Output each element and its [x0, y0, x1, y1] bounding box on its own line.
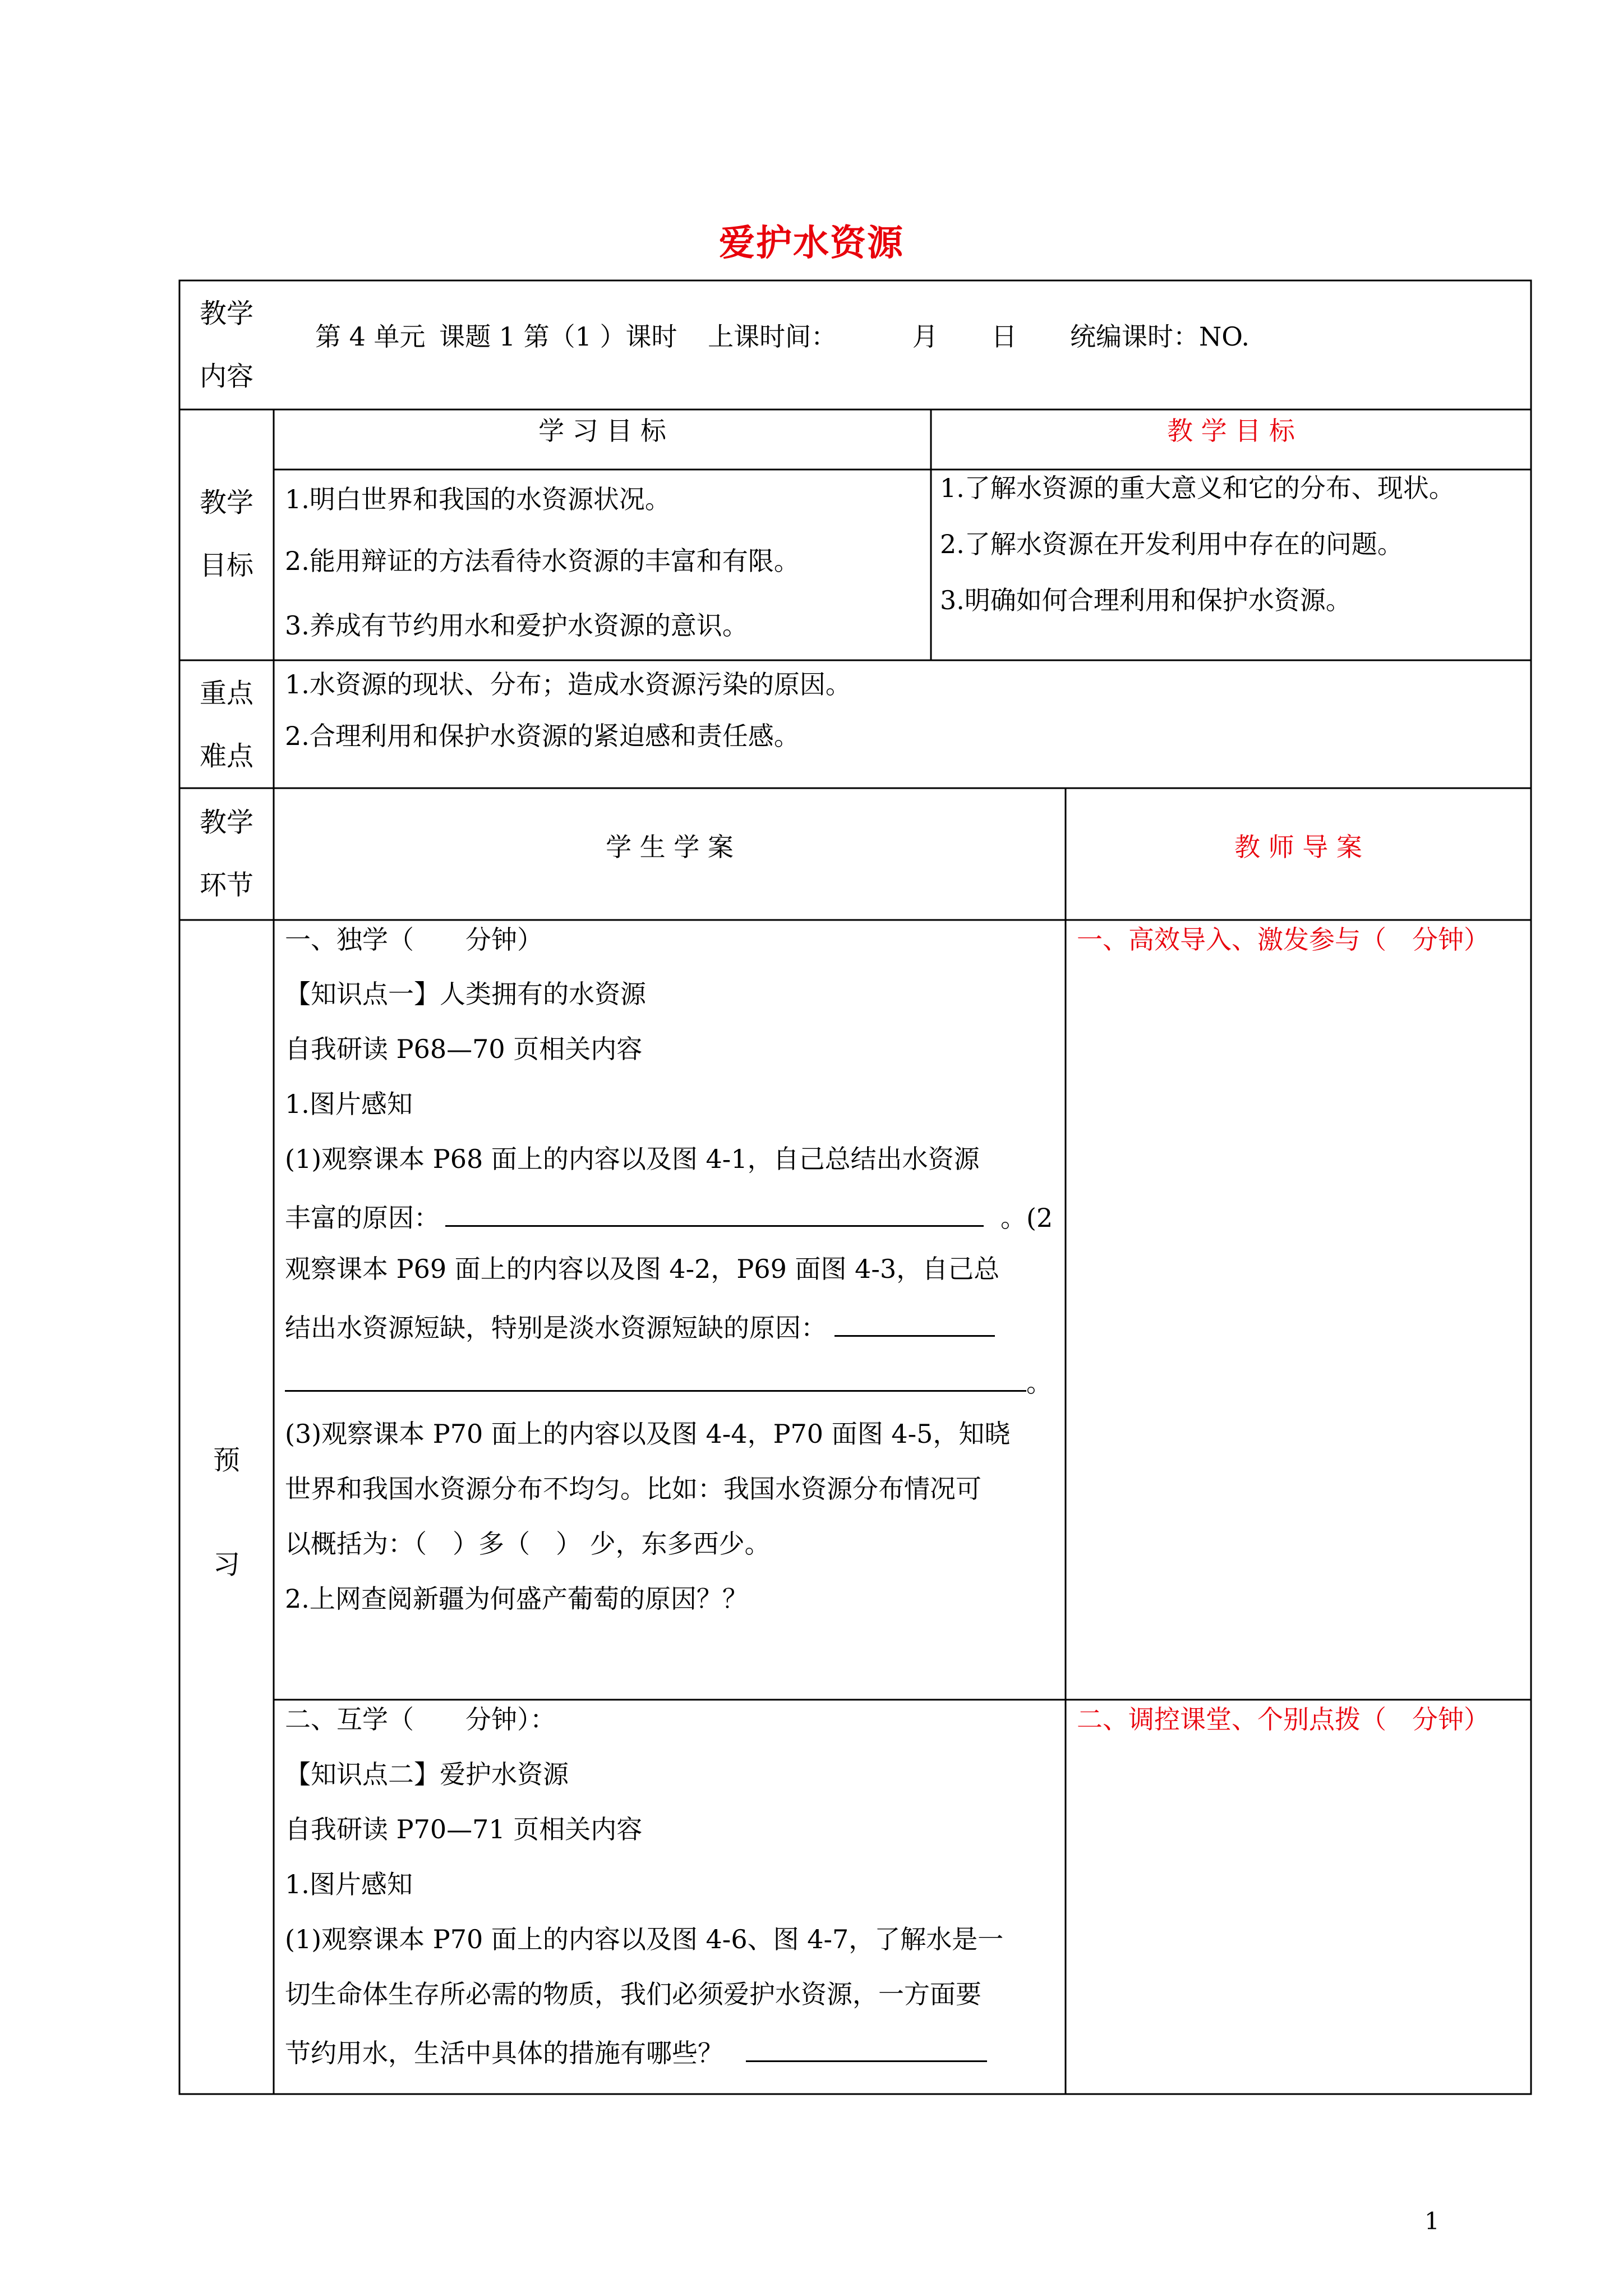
knowledge-point-2: 【知识点二】爱护水资源 [285, 1759, 569, 1789]
period: 统编课时：NO. [1070, 321, 1249, 352]
section1-line: 以概括为：（ ）多（ ） 少，东多西少。 [285, 1529, 771, 1559]
label-goals: 教学 目标 [199, 487, 253, 581]
teacher-plan-header: 教 师 导 案 [1234, 832, 1362, 862]
day: 日 [991, 321, 1017, 352]
label-stage: 教学 环节 [199, 807, 253, 901]
section1-line: 。 [285, 1362, 1052, 1400]
section1-line: 观察课本 P69 面上的内容以及图 4-2，P69 面图 4-3，自己总 [285, 1254, 1000, 1284]
student-goal-item: 3.养成有节约用水和爱护水资源的意识。 [285, 610, 748, 641]
answer-blank [445, 1197, 984, 1227]
content-row [315, 320, 1249, 353]
teacher-goals-header: 教 学 目 标 [1167, 416, 1295, 446]
section1-line: (1)观察课本 P68 面上的内容以及图 4-1，自己总结出水资源 [285, 1144, 980, 1174]
student-goal-item: 2.能用辩证的方法看待水资源的丰富和有限。 [285, 546, 800, 576]
student-plan-header: 学 生 学 案 [606, 832, 734, 862]
section1-line: 世界和我国水资源分布不均匀。比如：我国水资源分布情况可 [285, 1474, 981, 1504]
section2-line: 切生命体生存所必需的物质，我们必须爱护水资源，一方面要 [285, 1979, 981, 2009]
key-point-item: 2.合理利用和保护水资源的紧迫感和责任感。 [285, 721, 800, 751]
section2-heading: 二、互学（ 分钟）： [285, 1704, 556, 1734]
class-time-label: 上课时间： [708, 321, 837, 352]
teacher-goal-item: 3.明确如何合理利用和保护水资源。 [940, 585, 1352, 615]
section2-line: (1)观察课本 P70 面上的内容以及图 4-6、图 4-7，了解水是一 [285, 1924, 1004, 1954]
student-goals-header: 学 习 目 标 [538, 416, 666, 446]
answer-blank [834, 1307, 995, 1337]
student-goal-item: 1.明白世界和我国的水资源状况。 [285, 484, 671, 514]
teacher-goal-item: 1.了解水资源的重大意义和它的分布、现状。 [940, 473, 1455, 503]
teacher-section1: 一、高效导入、激发参与（ 分钟） [1077, 924, 1490, 955]
section1-line: 自我研读 P68—70 页相关内容 [285, 1034, 643, 1064]
unit: 第 4 单元 [315, 321, 426, 352]
section2-line: 自我研读 P70—71 页相关内容 [285, 1814, 643, 1844]
topic: 课题 1 第（1 ）课时 [439, 321, 677, 352]
page-title: 爱护水资源 [719, 222, 904, 264]
answer-blank [285, 1362, 1026, 1392]
answer-blank [746, 2032, 987, 2062]
page-number: 1 [1424, 2207, 1440, 2235]
label-content: 教学 内容 [199, 298, 253, 392]
section1-heading: 一、独学（ 分钟） [285, 924, 543, 955]
teacher-section2: 二、调控课堂、个别点拨（ 分钟） [1077, 1704, 1490, 1734]
month: 月 [912, 321, 938, 352]
label-key-points: 重点 难点 [199, 678, 253, 772]
knowledge-point-1: 【知识点一】人类拥有的水资源 [285, 979, 646, 1009]
section2-line: 节约用水，生活中具体的措施有哪些？ [285, 2032, 987, 2070]
key-point-item: 1.水资源的现状、分布；造成水资源污染的原因。 [285, 669, 851, 700]
section1-line: 结出水资源短缺，特别是淡水资源短缺的原因： [285, 1307, 995, 1345]
label-preview: 预 习 [213, 1444, 240, 1580]
teacher-goal-item: 2.了解水资源在开发利用中存在的问题。 [940, 529, 1403, 559]
section1-line: 2.上网查阅新疆为何盛产葡萄的原因？？ [285, 1584, 748, 1614]
section1-line: 丰富的原因： 。(2 [285, 1197, 1053, 1235]
section1-line: 1.图片感知 [285, 1089, 413, 1119]
section2-line: 1.图片感知 [285, 1869, 413, 1899]
section1-line: (3)观察课本 P70 面上的内容以及图 4-4，P70 面图 4-5，知晓 [285, 1419, 1011, 1449]
